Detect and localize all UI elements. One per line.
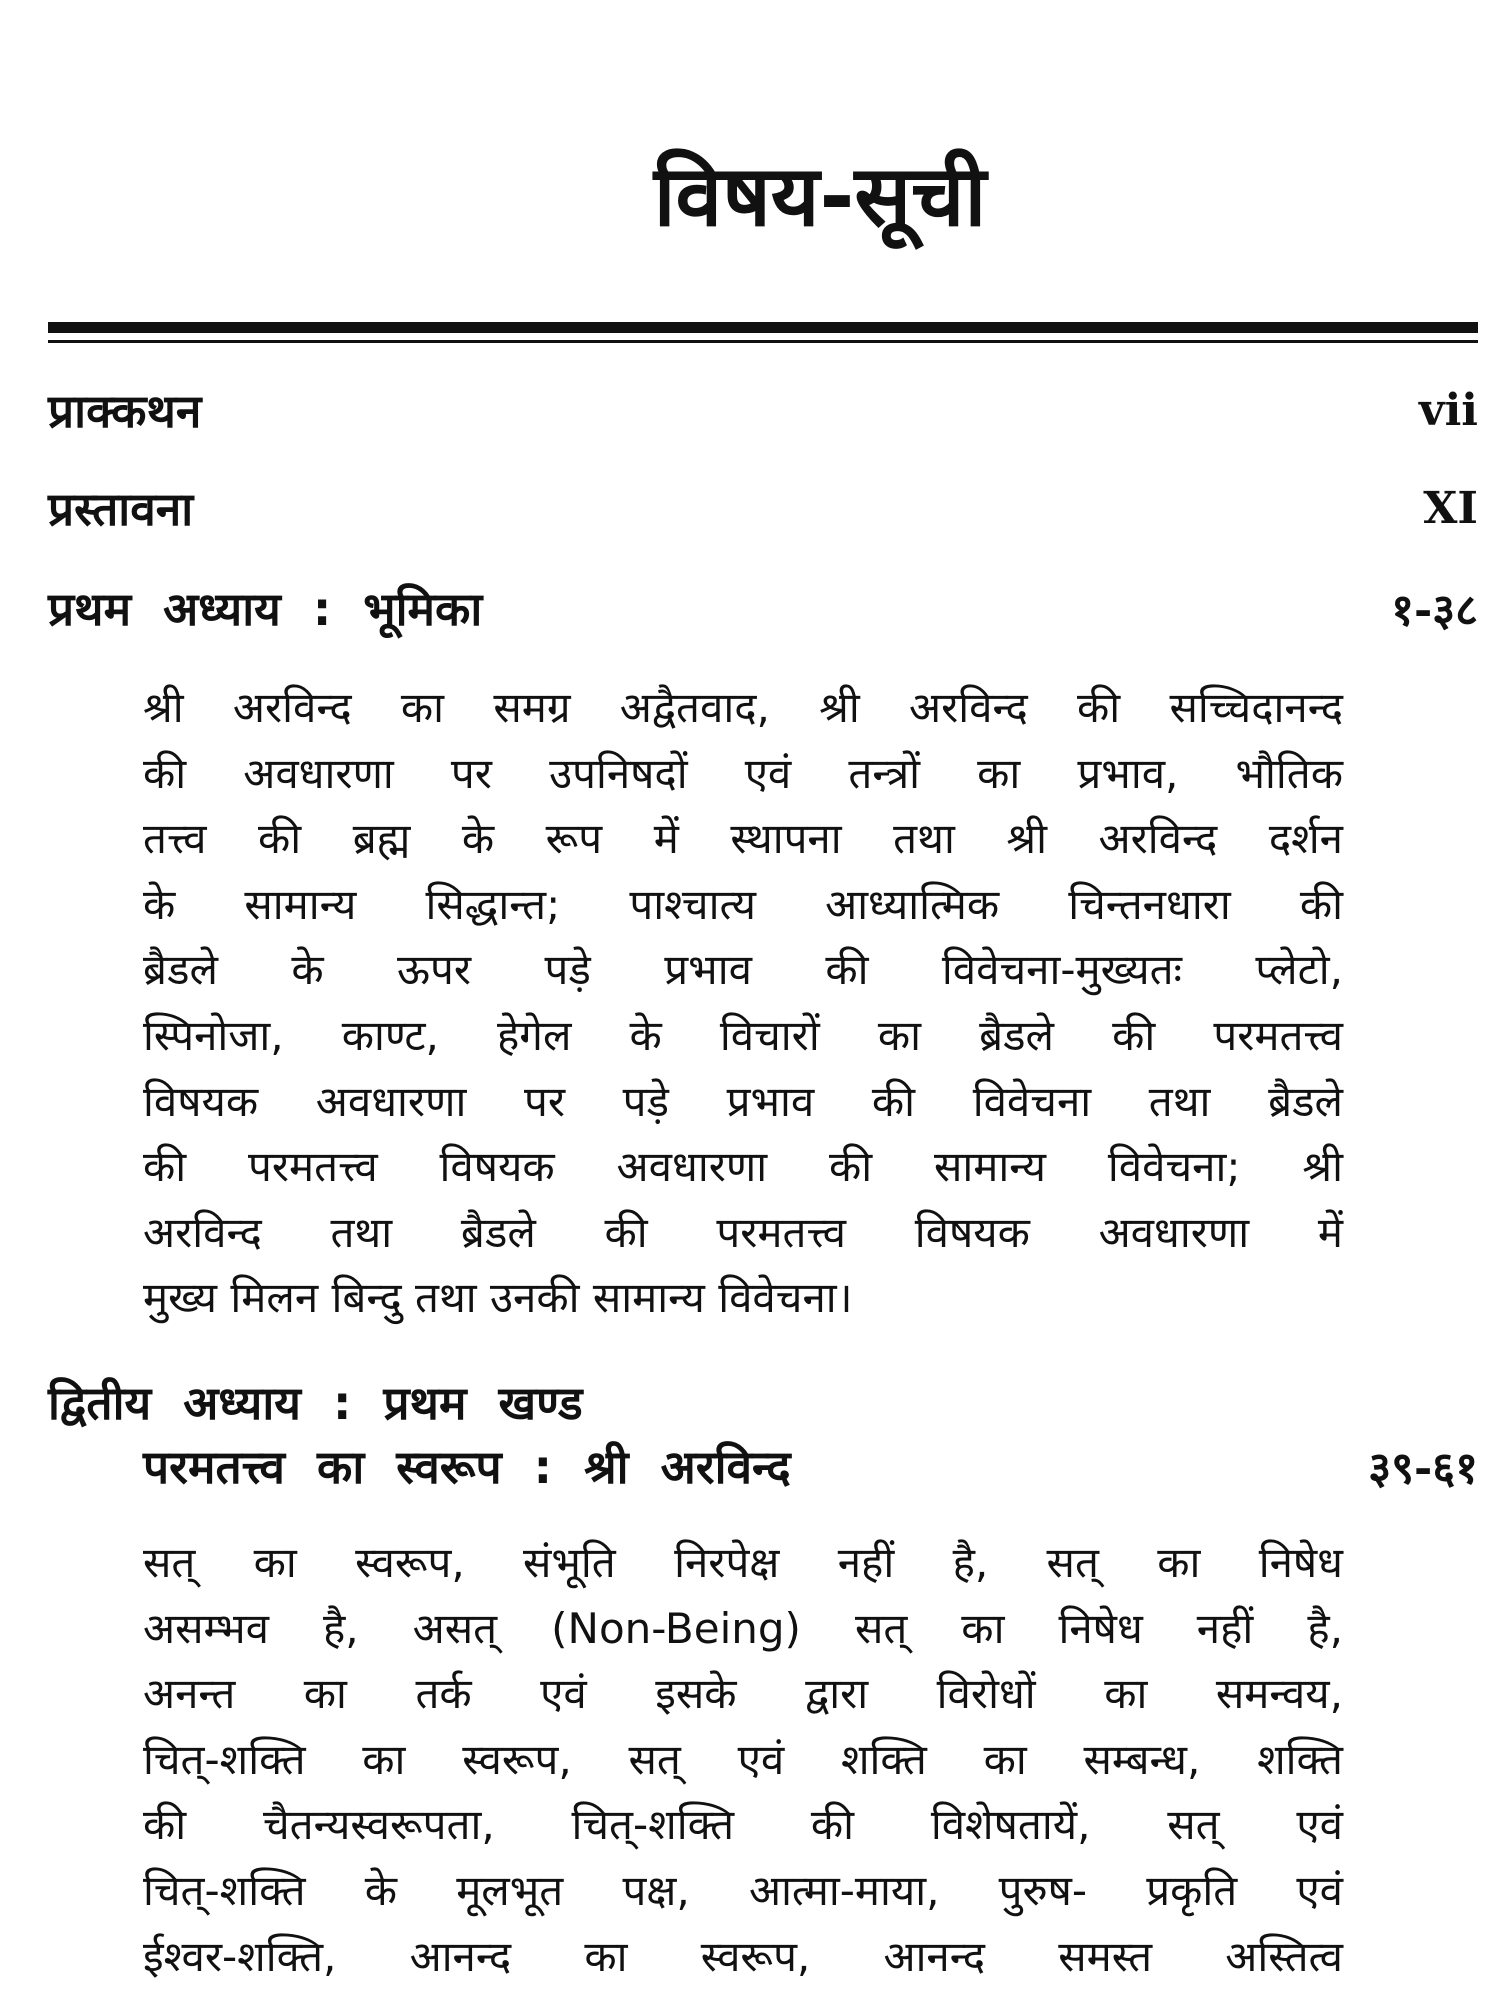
chapter1-description bbox=[143, 675, 1343, 1331]
description-line: स्पिनोजा, काण्ट, हेगेल के विचारों का ब्रैडले की परमतत्त्व bbox=[143, 1010, 1343, 1060]
description-line: मुख्य मिलन बिन्दु तथा उनकी सामान्य विवेचना। bbox=[143, 1273, 853, 1323]
title-rule-thin bbox=[48, 340, 1478, 343]
description-line: अरविन्द तथा ब्रैडले की परमतत्त्व विषयक अवधारणा में bbox=[143, 1207, 1343, 1257]
toc-entry-sub-label: परमतत्त्व का स्वरूप : श्री अरविन्द bbox=[143, 1440, 791, 1494]
toc-entry-label: प्रथम अध्याय : भूमिका bbox=[48, 582, 483, 636]
toc-entry-chapter1 bbox=[48, 578, 1478, 638]
description-line: अनन्त का तर्क एवं इसके द्वारा विरोधों का समन्वय, bbox=[143, 1669, 1343, 1719]
title-rule-thick bbox=[48, 322, 1478, 333]
toc-entry-label: प्रस्तावना bbox=[48, 482, 194, 536]
description-line: ईश्वर-शक्ति, आनन्द का स्वरूप, आनन्द समस्त अस्तित्व bbox=[143, 1931, 1343, 1981]
description-line: की परमतत्त्व विषयक अवधारणा की सामान्य विवेचना; श्री bbox=[143, 1142, 1343, 1192]
toc-entry-chapter2 bbox=[48, 1372, 1478, 1432]
description-line: असम्भव है, असत् (Non-Being) सत् का निषेध नहीं है, bbox=[143, 1603, 1343, 1653]
toc-entry-chapter2-part1 bbox=[143, 1436, 1478, 1496]
description-line: विषयक अवधारणा पर पड़े प्रभाव की विवेचना तथा ब्रैडले bbox=[143, 1076, 1343, 1126]
toc-entry-label: प्राक्कथन bbox=[48, 384, 202, 438]
description-line: श्री अरविन्द का समग्र अद्वैतवाद, श्री अरविन्द की सच्चिदानन्द bbox=[143, 683, 1343, 732]
description-line: तत्त्व की ब्रह्म के रूप में स्थापना तथा श्री अरविन्द दर्शन bbox=[143, 814, 1343, 864]
description-line: की चैतन्यस्वरूपता, चित्-शक्ति की विशेषतायें, सत् एवं bbox=[143, 1800, 1343, 1850]
page-title: विषय-सूची bbox=[653, 147, 987, 245]
description-line: चित्-शक्ति के मूलभूत पक्ष, आत्मा-माया, पुरुष- प्रकृति एवं bbox=[143, 1865, 1343, 1915]
description-line: के सामान्य सिद्धान्त; पाश्चात्य आध्यात्मिक चिन्तनधारा की bbox=[143, 879, 1343, 929]
toc-entry-prastavana bbox=[48, 478, 1478, 538]
toc-entry-label: द्वितीय अध्याय : प्रथम खण्ड bbox=[48, 1376, 583, 1430]
toc-entry-pages: ३९-६१ bbox=[1368, 1443, 1478, 1494]
description-line: की अवधारणा पर उपनिषदों एवं तन्त्रों का प्रभाव, भौतिक bbox=[143, 748, 1343, 798]
description-line: सत् का स्वरूप, संभूति निरपेक्ष नहीं है, सत् का निषेध bbox=[143, 1538, 1343, 1587]
toc-entry-pages: vii bbox=[1419, 384, 1478, 436]
toc-entry-prakkathan bbox=[48, 380, 1478, 440]
toc-entry-pages: १-३८ bbox=[1391, 585, 1478, 636]
chapter2-description bbox=[143, 1530, 1343, 1989]
description-line: चित्-शक्ति का स्वरूप, सत् एवं शक्ति का सम्बन्ध, शक्ति bbox=[143, 1734, 1343, 1784]
toc-entry-pages: XI bbox=[1423, 482, 1478, 534]
description-line: ब्रैडले के ऊपर पड़े प्रभाव की विवेचना-मुख्यतः प्लेटो, bbox=[143, 945, 1343, 995]
